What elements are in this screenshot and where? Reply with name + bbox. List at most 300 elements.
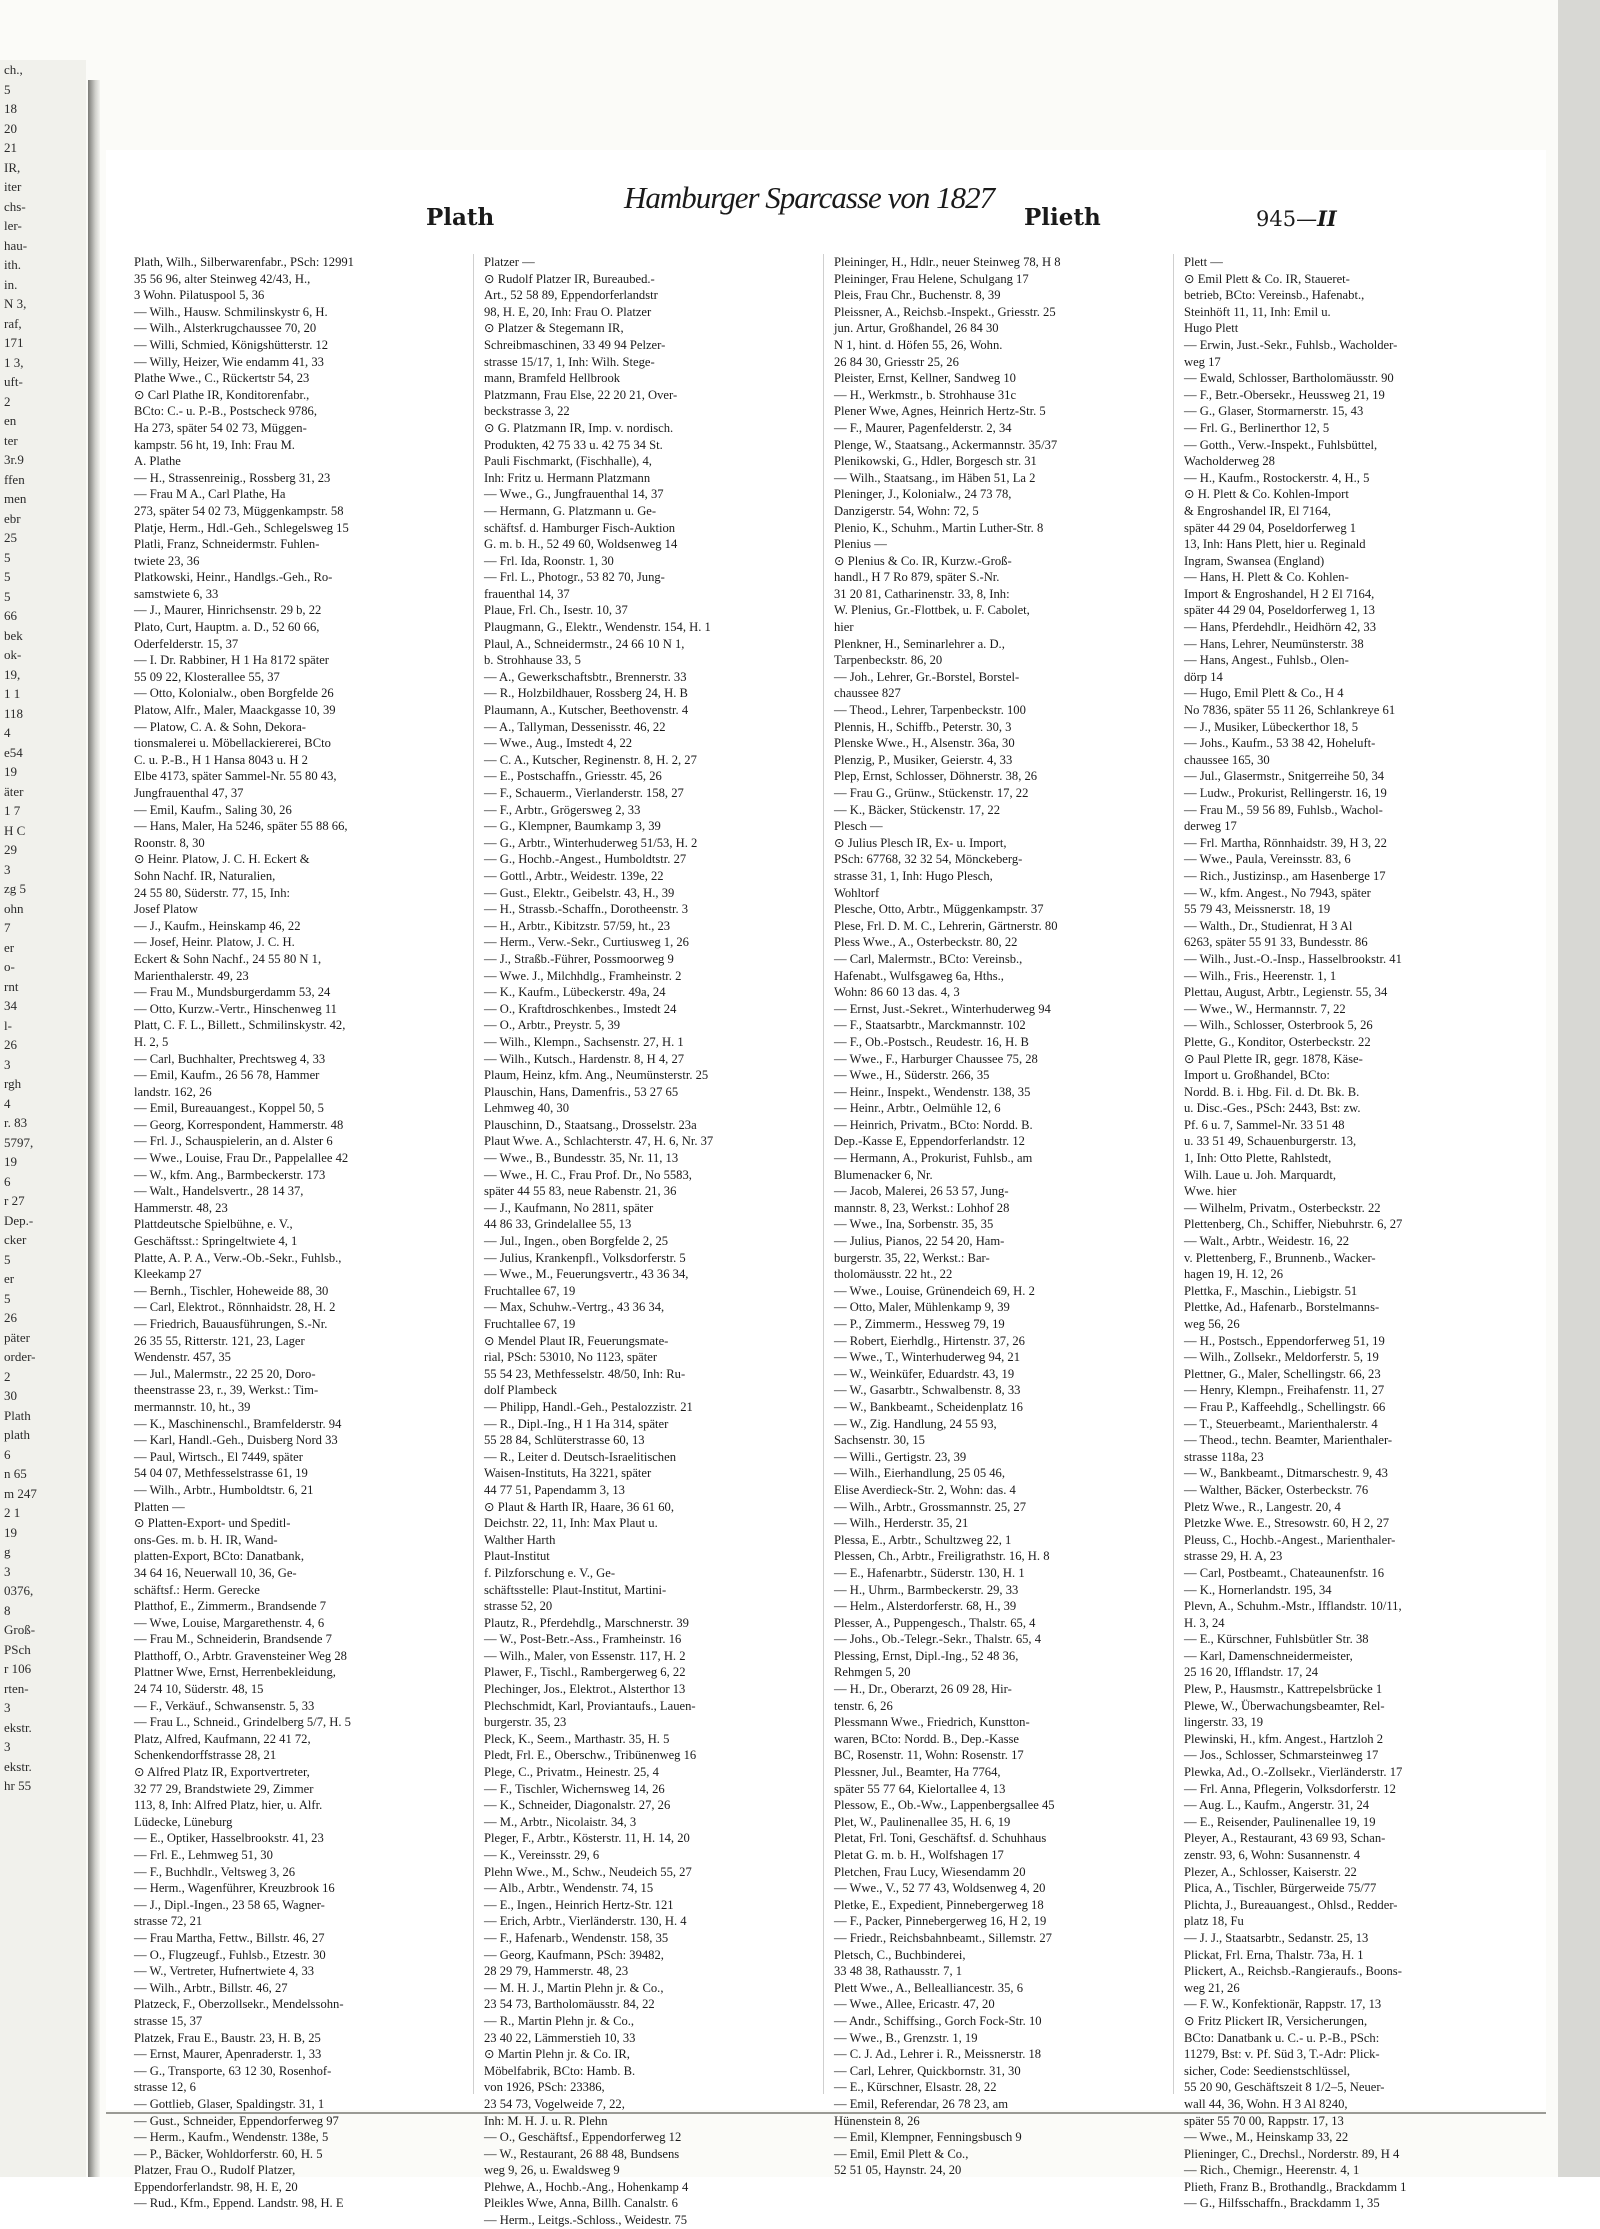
adjacent-page-text: 5 (4, 1251, 11, 1267)
adjacent-page-text: 171 (4, 335, 24, 350)
directory-entry: — H., Arbtr., Kibitzstr. 57/59, ht., 23 (484, 918, 671, 933)
directory-entry: — Paul, Wirtsch., El 7449, später (134, 1449, 303, 1464)
directory-entry: Hammerstr. 48, 23 (134, 1200, 228, 1215)
directory-entry: schäftsf. d. Hamburger Fisch-Auktion (484, 520, 676, 535)
directory-entry: — J., Dipl.-Ingen., 23 58 65, Wagner- (134, 1897, 325, 1912)
directory-entry: — Wwe., Louise, Frau Dr., Pappelallee 42 (134, 1151, 349, 1166)
directory-entry: — Rich., Chemigr., Heerenstr. 4, 1 (1184, 2163, 1360, 2178)
directory-entry: Rehmgen 5, 20 (834, 1665, 911, 1680)
directory-entry: Plese, Frl. D. M. C., Lehrerin, Gärtnerstr. 80 (834, 918, 1058, 933)
directory-entry: twiete 23, 36 (134, 553, 200, 568)
adjacent-page-text: ekstr. (4, 1719, 32, 1735)
adjacent-page-text: 5 (4, 81, 11, 97)
directory-entry: Pleister, Ernst, Kellner, Sandweg 10 (834, 371, 1016, 386)
directory-entry: Plettner, G., Maler, Schellingstr. 66, 23 (1184, 1366, 1381, 1381)
adjacent-page-text: 2 (4, 393, 11, 409)
directory-entry: — Wwe., Louise, Grünendeich 69, H. 2 (834, 1283, 1035, 1298)
directory-entry: Pleissner, A., Reichsb.-Inspekt., Griesstr. 25 (834, 304, 1056, 319)
directory-entry: Plewe, W., Überwachungsbeamter, Rel- (1184, 1698, 1385, 1713)
directory-entry: 31 20 81, Catharinenstr. 33, 8, Inh: (834, 586, 1010, 601)
directory-entry: 55 79 43, Meissnerstr. 18, 19 (1184, 902, 1331, 917)
adjacent-page-text: PSch (4, 1641, 31, 1657)
directory-entry: — Jacob, Malerei, 26 53 57, Jung- (834, 1184, 1009, 1199)
adjacent-page-text: 118 (4, 705, 24, 721)
directory-entry: 26 84 30, Griesstr 25, 26 (834, 354, 959, 369)
directory-entry: Plettenberg, Ch., Schiffer, Niebuhrstr. 6, 27 (1184, 1217, 1403, 1232)
page-bottom-edge (106, 2112, 1546, 2114)
directory-entry: — Wilh., Staatsang., im Häben 51, La 2 (834, 470, 1036, 485)
adjacent-page-text: 29 (4, 842, 17, 857)
adjacent-page-text: rnt (4, 978, 19, 994)
directory-entry: mann, Bramfeld Hellbrook (484, 371, 621, 386)
directory-entry: — Ernst, Just.-Sekret., Winterhuderweg 94 (834, 1001, 1051, 1016)
directory-entry: — Wilh., Hausw. Schmilinskystr 6, H. (134, 304, 328, 319)
directory-entry: mannstr. 8, 23, Werkst.: Lohhof 28 (834, 1200, 1010, 1215)
directory-entry: — Frl. Anna, Pflegerin, Volksdorferstr. 12 (1184, 1781, 1396, 1796)
directory-entry: ⊙ Platten-Export- und Speditl- (134, 1516, 291, 1531)
adjacent-page-text: 2 1 (4, 1505, 21, 1520)
directory-entry: Inh: M. H. J. u. R. Plehn (484, 2113, 608, 2128)
directory-entry: — Ernst, Maurer, Apenraderstr. 1, 33 (134, 2047, 322, 2062)
directory-entry: — E., Ingen., Heinrich Hertz-Str. 121 (484, 1897, 674, 1912)
adjacent-page-text: 19 (4, 764, 17, 779)
directory-entry: — Julius, Pianos, 22 54 20, Ham- (834, 1234, 1005, 1249)
directory-entry: — W., Weinküfer, Eduardstr. 43, 19 (834, 1366, 1015, 1381)
adjacent-page-text: cker (4, 1232, 27, 1247)
directory-entry: — Platow, C. A. & Sohn, Dekora- (134, 719, 306, 734)
directory-entry: — E., Optiker, Hasselbrookstr. 41, 23 (134, 1831, 324, 1846)
adjacent-page-text: g (4, 1544, 11, 1559)
directory-entry: Pletzke Wwe. E., Stresowstr. 60, H 2, 27 (1184, 1516, 1390, 1531)
directory-entry: 28 29 79, Hammerstr. 48, 23 (484, 1964, 629, 1979)
adjacent-page-text: plath (4, 1427, 30, 1442)
directory-entry: — Wwe., Aug., Imstedt 4, 22 (484, 736, 633, 751)
directory-entry: Plett Wwe., A., Bellealliancestr. 35, 6 (834, 1980, 1023, 1995)
directory-entry: — Alb., Arbtr., Wendenstr. 74, 15 (484, 1881, 654, 1896)
directory-entry: Platow, Alfr., Maler, Maackgasse 10, 39 (134, 703, 336, 718)
directory-entry: ⊙ G. Platzmann IR, Imp. v. nordisch. (484, 420, 674, 435)
directory-entry: Platt, C. F. L., Billett., Schmilinskystr. 42, (134, 1018, 346, 1033)
directory-entry: — F., Arbtr., Grögersweg 2, 33 (484, 802, 641, 817)
directory-entry: burgerstr. 35, 23 (484, 1715, 567, 1730)
directory-entry: — Carl, Postbeamt., Chateaunenfstr. 16 (1184, 1565, 1385, 1580)
directory-entry: — Hermann, G. Platzmann u. Ge- (484, 503, 657, 518)
directory-entry: Walther Harth (484, 1532, 556, 1547)
directory-entry: weg 9, 26, u. Ewaldsweg 9 (484, 2163, 620, 2178)
directory-entry: — Herm., Wagenführer, Kreuzbrook 16 (134, 1881, 335, 1896)
directory-entry: ⊙ Platzer & Stegemann IR, (484, 321, 624, 336)
directory-entry: 44 86 33, Grindelallee 55, 13 (484, 1217, 632, 1232)
directory-entry: ⊙ Martin Plehn jr. & Co. IR, (484, 2047, 630, 2062)
directory-entry: Platli, Franz, Schneidermstr. Fuhlen- (134, 537, 320, 552)
directory-entry: u. Disc.-Ges., PSch: 2443, Bst: zw. (1184, 1101, 1361, 1116)
directory-entry: — Erwin, Just.-Sekr., Fuhlsb., Wacholder- (1184, 337, 1398, 352)
scan-edge (1558, 0, 1600, 2177)
directory-entry: — R., Holzbildhauer, Rossberg 24, H. B (484, 686, 688, 701)
directory-entry: — Hans, Angest., Fuhlsb., Olen- (1184, 653, 1349, 668)
directory-entry: Plezer, A., Schlosser, Kaiserstr. 22 (1184, 1864, 1357, 1879)
directory-entry: Ha 273, später 54 02 73, Müggen- (134, 420, 307, 435)
adjacent-page-text: ebr (4, 510, 21, 526)
directory-entry: ⊙ H. Plett & Co. Kohlen-Import (1184, 487, 1349, 502)
directory-entry: Josef Platow (134, 902, 199, 917)
directory-entry: Fruchtallee 67, 19 (484, 1317, 576, 1331)
directory-entry: Pleininger, Frau Helene, Schulgang 17 (834, 271, 1029, 286)
directory-entry: — Max, Schuhw.-Vertrg., 43 36 34, (484, 1300, 665, 1315)
directory-entry: Platthof, E., Zimmerm., Brandsende 7 (134, 1599, 327, 1614)
directory-entry: — Joh., Lehrer, Gr.-Borstel, Borstel- (834, 669, 1020, 684)
directory-entry: — Heinr., Inspekt., Wendenstr. 138, 35 (834, 1084, 1031, 1099)
directory-entry: Plieninger, C., Drechsl., Norderstr. 89, H 4 (1184, 2146, 1400, 2161)
directory-entry: — H., Strassb.-Schaffn., Dorotheenstr. 3 (484, 902, 689, 917)
directory-entry: — Frl. G., Berlinerthor 12, 5 (1184, 420, 1330, 435)
directory-entry: 52 51 05, Haynstr. 24, 20 (834, 2163, 962, 2178)
directory-entry: — Wwe., T., Winterhuderweg 94, 21 (834, 1350, 1021, 1365)
directory-entry: — A., Gewerkschaftsbtr., Brennerstr. 33 (484, 669, 687, 684)
directory-entry: schäftsf.: Herm. Gerecke (134, 1582, 260, 1597)
directory-entry: — Frau M A., Carl Plathe, Ha (134, 487, 286, 502)
adjacent-page-text: 3 (4, 1563, 11, 1579)
directory-entry: Waisen-Instituts, Ha 3221, später (484, 1466, 652, 1481)
directory-entry: Pletsch, C., Buchbinderei, (834, 1947, 966, 1962)
directory-entry: strasse 29, H. A, 23 (1184, 1549, 1283, 1564)
directory-entry: — Carl, Elektrot., Rönnhaidstr. 28, H. 2 (134, 1300, 336, 1315)
directory-entry: PSch: 67768, 32 32 54, Mönckeberg- (834, 852, 1023, 867)
directory-entry: Plennis, H., Schiffb., Peterstr. 30, 3 (834, 719, 1012, 734)
directory-entry: — G., Glaser, Stormarnerstr. 15, 43 (1184, 404, 1364, 419)
directory-entry: — Wwe., M., Feuerungsvertr., 43 36 34, (484, 1267, 689, 1282)
directory-entry: Wohltorf (834, 885, 880, 900)
directory-entry: Wendenstr. 457, 35 (134, 1350, 231, 1365)
directory-entry: Blumenacker 6, Nr. (834, 1167, 933, 1182)
directory-entry: — Frau Martha, Fettw., Billstr. 46, 27 (134, 1930, 325, 1945)
directory-entry: 44 77 51, Papendamm 3, 13 (484, 1482, 625, 1497)
directory-entry: Pf. 6 u. 7, Sammel-Nr. 33 51 48 (1184, 1117, 1345, 1132)
directory-entry: Plener Wwe, Agnes, Heinrich Hertz-Str. 5 (834, 404, 1046, 419)
directory-entry: später 55 77 64, Kielortallee 4, 13 (834, 1781, 1006, 1796)
directory-entry: — F., Tischler, Wichernsweg 14, 26 (484, 1781, 665, 1796)
directory-entry: Plewinski, H., kfm. Angest., Hartzloh 2 (1184, 1731, 1384, 1746)
directory-entry: sicher, Code: Seedienstschlüssel, (1184, 2063, 1350, 2078)
directory-entry: — Johs., Kaufm., 53 38 42, Hoheluft- (1184, 736, 1376, 751)
directory-entry: Elise Averdieck-Str. 2, Wohn: das. 4 (834, 1482, 1016, 1497)
directory-entry: 24 74 10, Süderstr. 48, 15 (134, 1682, 264, 1697)
directory-entry: — Theod., Lehrer, Tarpenbeckstr. 100 (834, 703, 1026, 718)
directory-entry: — F., Buchhdlr., Veltsweg 3, 26 (134, 1864, 296, 1879)
directory-entry: — Wwe., H., Süderstr. 266, 35 (834, 1068, 990, 1083)
directory-entry: — Friedrich, Bauausführungen, S.-Nr. (134, 1317, 328, 1331)
directory-entry: 25 16 20, Ifflandstr. 17, 24 (1184, 1665, 1319, 1680)
directory-entry: — Gust., Elektr., Geibelstr. 43, H., 39 (484, 885, 675, 900)
directory-entry: — Karl, Damenschneidermeister, (1184, 1648, 1353, 1663)
adjacent-page-text: zg 5 (4, 881, 27, 896)
adjacent-page-text: 19, (4, 666, 21, 682)
directory-entry: strasse 15, 37 (134, 2013, 203, 2028)
directory-entry: Pleininger, H., Hdlr., neuer Steinweg 78, H 8 (834, 255, 1061, 269)
adjacent-page-text: rgh (4, 1076, 22, 1091)
adjacent-page-text: rten- (4, 1680, 29, 1696)
adjacent-page-text: 66 (4, 608, 17, 623)
directory-entry: Plesch — (834, 819, 883, 834)
directory-entry: 54 04 07, Methfesselstrasse 61, 19 (134, 1466, 308, 1481)
directory-entry: Pleuss, C., Hochb.-Angest., Marienthaler- (1184, 1532, 1396, 1547)
directory-entry: — Herm., Leitgs.-Schloss., Weidestr. 75 (484, 2213, 688, 2228)
directory-entry: — Wilh., Eierhandlung, 25 05 46, (834, 1466, 1006, 1481)
directory-entry: Plica, A., Tischler, Bürgerweide 75/77 (1184, 1881, 1377, 1896)
directory-entry: — Andr., Schiffsing., Gorch Fock-Str. 10 (834, 2013, 1042, 2028)
adjacent-page-text: ohn (4, 900, 24, 916)
directory-entry: ⊙ Alfred Platz IR, Exportvertreter, (134, 1765, 310, 1780)
directory-entry: b. Strohhause 33, 5 (484, 653, 581, 668)
directory-entry: — Robert, Eierhdlg., Hirtenstr. 37, 26 (834, 1333, 1025, 1348)
directory-entry: ons-Ges. m. b. H. IR, Wand- (134, 1532, 278, 1547)
directory-entry: samstwiete 6, 33 (134, 586, 219, 601)
adjacent-page-text: hr 55 (4, 1778, 32, 1793)
directory-entry: — Herm., Verw.-Sekr., Curtiusweg 1, 26 (484, 935, 689, 950)
directory-entry: Platje, Herm., Hdl.-Geh., Schlegelsweg 15 (134, 520, 349, 535)
directory-entry: — E., Reisender, Paulinenallee 19, 19 (1184, 1814, 1376, 1829)
directory-entry: — Wwe., B., Bundesstr. 35, Nr. 11, 13 (484, 1151, 679, 1166)
directory-entry: — F. W., Konfektionär, Rappstr. 17, 13 (1184, 1997, 1382, 2012)
directory-entry: ⊙ Emil Plett & Co. IR, Staueret- (1184, 271, 1350, 286)
directory-entry: — Frl. J., Schauspielerin, an d. Alster 6 (134, 1134, 333, 1149)
directory-entry: dörp 14 (1184, 669, 1223, 684)
directory-entry: Sohn Nachf. IR, Naturalien, (134, 868, 276, 883)
directory-entry: Plenius — (834, 537, 887, 552)
directory-entry: Plep, Ernst, Schlosser, Döhnerstr. 38, 26 (834, 769, 1038, 784)
directory-entry: Ingram, Swansea (England) (1184, 553, 1325, 568)
adjacent-page-text: päter (4, 1329, 30, 1345)
directory-entry: Kleekamp 27 (134, 1267, 202, 1282)
directory-entry: Wacholderweg 28 (1184, 454, 1275, 469)
directory-entry: — F., Betr.-Obersekr., Heussweg 21, 19 (1184, 387, 1385, 402)
directory-entry: — K., Vereinsstr. 29, 6 (484, 1848, 600, 1862)
directory-entry: Plettka, F., Maschin., Liebigstr. 51 (1184, 1283, 1358, 1298)
directory-entry: — F., Verkäuf., Schwansenstr. 5, 33 (134, 1698, 315, 1713)
directory-entry: ⊙ Plaut & Harth IR, Haare, 36 61 60, (484, 1499, 674, 1514)
adjacent-page-text: H C (4, 822, 26, 838)
directory-entry: — A., Tallyman, Dessenisstr. 46, 22 (484, 719, 666, 734)
directory-entry: tionsmalerei u. Möbellackiererei, BCto (134, 736, 331, 751)
directory-entry: Platz, Alfred, Kaufmann, 22 41 72, (134, 1731, 311, 1746)
directory-entry: strasse 52, 20 (484, 1599, 553, 1614)
directory-entry: — K., Hornerlandstr. 195, 34 (1184, 1582, 1332, 1597)
directory-page (106, 150, 1546, 2228)
directory-entry: Plege, C., Privatm., Heinestr. 25, 4 (484, 1765, 659, 1780)
directory-entry: Plaumann, A., Kutscher, Beethovenstr. 4 (484, 703, 689, 718)
directory-entry: — Wilh., Zollsekr., Meldorferstr. 5, 19 (1184, 1350, 1379, 1365)
directory-entry: — Wwe., W., Hermannstr. 7, 22 (1184, 1001, 1346, 1016)
directory-entry: — Emil, Kaufm., 26 56 78, Hammer (134, 1068, 320, 1083)
directory-entry: — K., Bäcker, Stückenstr. 17, 22 (834, 802, 1000, 817)
directory-entry: Plathe Wwe., C., Rückertstr 54, 23 (134, 371, 310, 386)
directory-entry: Jungfrauenthal 47, 37 (134, 786, 244, 800)
directory-entry: — H., Uhrm., Barmbeckerstr. 29, 33 (834, 1582, 1019, 1597)
directory-entry: — Wwe., G., Jungfrauenthal 14, 37 (484, 487, 664, 502)
directory-entry: — Hans, Lehrer, Neumünsterstr. 38 (1184, 636, 1364, 651)
directory-entry: burgerstr. 35, 22, Werkst.: Bar- (834, 1250, 990, 1265)
directory-entry: BCto: C.- u. P.-B., Postscheck 9786, (134, 404, 317, 419)
directory-entry: — Helm., Alsterdorferstr. 68, H., 39 (834, 1599, 1017, 1614)
directory-entry: — Wwe., Paula, Vereinsstr. 83, 6 (1184, 852, 1351, 867)
directory-entry: — F., Schauerm., Vierlanderstr. 158, 27 (484, 786, 684, 800)
adjacent-page-text: raf, (4, 315, 22, 331)
directory-entry: jun. Artur, Großhandel, 26 84 30 (834, 321, 999, 336)
directory-entry: — O., Arbtr., Preystr. 5, 39 (484, 1018, 621, 1033)
directory-entry: — Ludw., Prokurist, Rellingerstr. 16, 19 (1184, 786, 1387, 800)
directory-entry: — Hermann, A., Prokurist, Fuhlsb., am (834, 1151, 1033, 1166)
directory-entry: Plauschin, Hans, Damenfris., 53 27 65 (484, 1084, 679, 1099)
directory-entry: — Rud., Kfm., Eppend. Landstr. 98, H. E (134, 2196, 344, 2211)
directory-entry: chaussee 165, 30 (1184, 752, 1270, 767)
directory-entry: — Emil, Emil Plett & Co., (834, 2146, 969, 2161)
directory-entry: lingerstr. 33, 19 (1184, 1715, 1264, 1730)
directory-entry: — Georg, Kaufmann, PSch: 39482, (484, 1947, 664, 1962)
adjacent-page-text: r 27 (4, 1193, 25, 1208)
adjacent-page-text: order- (4, 1349, 36, 1364)
adjacent-page-text: 4 (4, 1095, 11, 1111)
directory-entry: — Hans, H. Plett & Co. Kohlen- (1184, 570, 1349, 585)
directory-entry: & Engroshandel IR, El 7164, (1184, 503, 1331, 518)
directory-entry: Pleninger, J., Kolonialw., 24 73 78, (834, 487, 1012, 502)
directory-entry: — W., Post-Betr.-Ass., Framheinstr. 16 (484, 1632, 682, 1647)
adjacent-page-text: in. (4, 276, 18, 292)
directory-entry: — Walt., Arbtr., Weidestr. 16, 22 (1184, 1234, 1350, 1249)
directory-entry: später 44 29 04, Poseldorferweg 1 (1184, 520, 1357, 535)
directory-entry: — Georg, Korrespondent, Hammerstr. 48 (134, 1117, 344, 1132)
directory-entry: — Wilhelm, Privatm., Osterbeckstr. 22 (1184, 1200, 1381, 1215)
adjacent-page-text: 4 (4, 725, 11, 740)
directory-entry: — Theod., techn. Beamter, Marienthaler- (1184, 1433, 1393, 1448)
directory-entry: — Willy, Heizer, Wie endamm 41, 33 (134, 354, 324, 369)
directory-entry: wall 44, 36, Wohn. H 3 Al 8240, (1184, 2096, 1348, 2111)
directory-entry: Plet, W., Paulinenallee 35, H. 6, 19 (834, 1814, 1011, 1829)
directory-entry: Plenkner, H., Seminarlehrer a. D., (834, 636, 1005, 651)
directory-entry: — Frau M., Schneiderin, Brandsende 7 (134, 1632, 332, 1647)
directory-entry: Plickert, A., Reichsb.-Rangieraufs., Boons- (1184, 1964, 1402, 1979)
adjacent-page-text: 1 7 (4, 803, 21, 818)
directory-entry: Pleger, F., Arbtr., Kösterstr. 11, H. 14, 20 (484, 1831, 690, 1846)
adjacent-page-text: er (4, 1271, 15, 1286)
directory-entry: — Wwe, Louise, Margarethenstr. 4, 6 (134, 1615, 325, 1630)
adjacent-page-text: 5 (4, 569, 11, 584)
page-gutter (88, 80, 100, 2177)
directory-entry: 55 20 90, Geschäftszeit 8 1/2–5, Neuer- (1184, 2080, 1385, 2095)
adjacent-page-text: 6 (4, 1173, 11, 1189)
directory-entry: Marienthalerstr. 49, 23 (134, 968, 249, 983)
directory-entry: schäftsstelle: Plaut-Institut, Martini- (484, 1582, 667, 1597)
directory-entry: Plett — (1184, 255, 1223, 269)
directory-entry: Elbe 4173, später Sammel-Nr. 55 80 43, (134, 769, 337, 784)
directory-entry: 24 55 80, Süderstr. 77, 15, Inh: (134, 885, 291, 900)
directory-entry: 33 48 38, Rathausstr. 7, 1 (834, 1964, 963, 1979)
directory-entry: dolf Plambeck (484, 1383, 558, 1398)
directory-entry: 13, Inh: Hans Plett, hier u. Reginald (1184, 537, 1366, 552)
directory-entry: hier (834, 620, 854, 635)
directory-entry: Plath, Wilh., Silberwarenfabr., PSch: 12991 (134, 255, 354, 269)
directory-entry: — Otto, Kolonialw., oben Borgfelde 26 (134, 686, 334, 701)
directory-entry: — Walt., Handelsvertr., 28 14 37, (134, 1184, 304, 1199)
directory-entry: — Wilh., Alsterkrugchaussee 70, 20 (134, 321, 317, 336)
directory-entry: — Wwe., Allee, Ericastr. 47, 20 (834, 1997, 995, 2012)
adjacent-page-text: 3 (4, 1739, 11, 1754)
adjacent-page-text: e54 (4, 744, 23, 760)
adjacent-page-text: Dep.- (4, 1212, 34, 1228)
directory-entry: Plattdeutsche Spielbühne, e. V., (134, 1217, 293, 1232)
directory-entry: — Gotth., Verw.-Inspekt., Fuhlsbüttel, (1184, 437, 1378, 452)
adjacent-page-fragment (0, 60, 86, 2177)
directory-entry: Wohn: 86 60 13 das. 4, 3 (834, 985, 960, 1000)
directory-entry: mermannstr. 10, ht., 39 (134, 1399, 251, 1414)
directory-entry: strasse 12, 6 (134, 2080, 196, 2095)
directory-entry: — Wwe., Ina, Sorbenstr. 35, 35 (834, 1217, 994, 1232)
directory-entry: Art., 52 58 89, Eppendorferlandstr (484, 288, 658, 303)
directory-entry: — J., Kaufm., Heinskamp 46, 22 (134, 918, 301, 933)
directory-entry: Plautz, R., Pferdehdlg., Marschnerstr. 39 (484, 1615, 689, 1630)
directory-entry: Lehmweg 40, 30 (484, 1101, 569, 1116)
adjacent-page-text: 19 (4, 1154, 17, 1169)
directory-entry: Hünenstein 8, 26 (834, 2113, 920, 2128)
directory-entry: — Emil, Kaufm., Saling 30, 26 (134, 802, 292, 817)
directory-entry: — Bernh., Tischler, Hoheweide 88, 30 (134, 1283, 329, 1298)
directory-entry: Platthoff, O., Arbtr. Gravensteiner Weg 28 (134, 1648, 347, 1663)
directory-column-3 (834, 254, 1174, 2178)
directory-entry: — Emil, Bureauangest., Koppel 50, 5 (134, 1101, 324, 1116)
directory-entry: — H., Strassenreinig., Rossberg 31, 23 (134, 470, 331, 485)
adjacent-page-text: chs- (4, 198, 26, 214)
directory-entry: — Gust., Schneider, Eppendorferweg 97 (134, 2113, 339, 2128)
adjacent-page-text: r 106 (4, 1661, 32, 1676)
directory-entry: ⊙ Carl Plathe IR, Konditorenfabr., (134, 387, 310, 402)
directory-entry: — Walther, Bäcker, Osterbeckstr. 76 (1184, 1482, 1369, 1497)
directory-entry: — Hugo, Emil Plett & Co., H 4 (1184, 686, 1344, 701)
directory-entry: später 55 70 00, Rappstr. 17, 13 (1184, 2113, 1344, 2128)
adjacent-page-text: 3r.9 (4, 452, 24, 467)
directory-entry: strasse 15/17, 1, Inh: Wilh. Stege- (484, 354, 655, 369)
directory-entry: Dep.-Kasse E, Eppendorferlandstr. 12 (834, 1134, 1025, 1149)
page-section: II (1317, 206, 1337, 231)
directory-entry: — E., Kürschner, Elsastr. 28, 22 (834, 2080, 997, 2095)
directory-entry: — Wwe., M., Heinskamp 33, 22 (1184, 2130, 1349, 2145)
directory-entry: — Friedr., Reichsbahnbeamt., Sillemstr. 27 (834, 1930, 1052, 1945)
directory-columns (134, 254, 1524, 2228)
directory-entry: Platten — (134, 1499, 185, 1514)
directory-entry: — Wilh., Arbtr., Grossmannstr. 25, 27 (834, 1499, 1027, 1514)
directory-entry: Wilh. Laue u. Joh. Marquardt, (1184, 1167, 1336, 1182)
directory-entry: Import u. Großhandel, BCto: (1184, 1068, 1330, 1083)
directory-entry: kampstr. 56 ht, 19, Inh: Frau M. (134, 437, 295, 452)
directory-entry: hagen 19, H. 12, 26 (1184, 1267, 1283, 1282)
directory-entry: Platzer — (484, 255, 535, 269)
adjacent-page-text: 34 (4, 998, 17, 1013)
directory-entry: tenstr. 6, 26 (834, 1698, 893, 1713)
adjacent-page-text: 19 (4, 1524, 17, 1540)
directory-entry: weg 17 (1184, 354, 1221, 369)
directory-entry: BC, Rosenstr. 11, Wohn: Rosenstr. 17 (834, 1748, 1024, 1763)
adjacent-page-text: en (4, 413, 17, 428)
directory-entry: Pletke, E., Expedient, Pinnebergerweg 18 (834, 1897, 1044, 1912)
adjacent-page-text: ffen (4, 471, 25, 487)
directory-entry: 34 64 16, Neuerwall 10, 36, Ge- (134, 1565, 297, 1580)
directory-entry: — Wwe., H. C., Frau Prof. Dr., No 5583, (484, 1167, 692, 1182)
directory-entry: Plew, P., Hausmstr., Kattrepelsbrücke 1 (1184, 1682, 1383, 1697)
directory-entry: Platzmann, Frau Else, 22 20 21, Over- (484, 387, 678, 402)
directory-entry: — Jul., Malermstr., 22 25 20, Doro- (134, 1366, 316, 1381)
adjacent-page-text: ch., (4, 62, 23, 77)
directory-entry: Plessmann Wwe., Friedrich, Kunstton- (834, 1715, 1030, 1730)
page-header (106, 150, 1546, 242)
adjacent-page-text: r. 83 (4, 1115, 28, 1130)
